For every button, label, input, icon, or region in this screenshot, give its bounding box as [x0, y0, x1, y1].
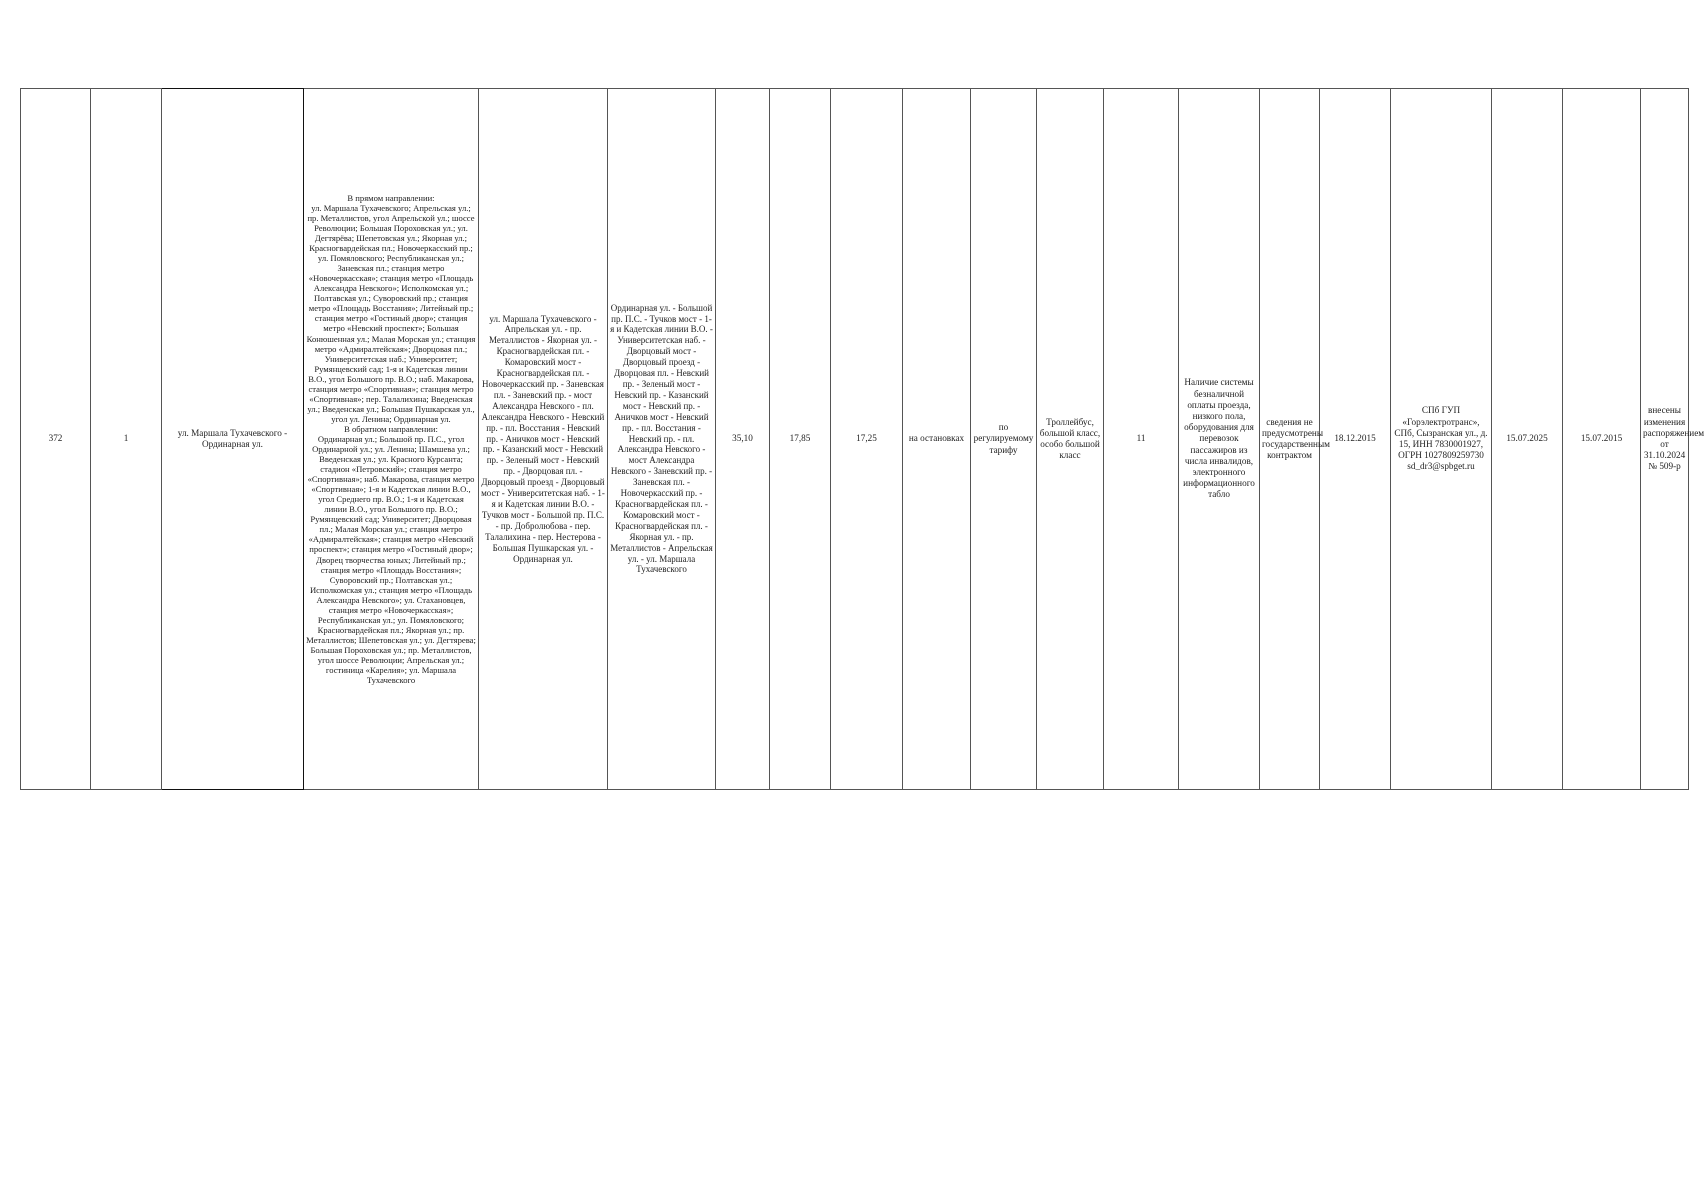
- vehicle-type: Троллейбус, большой класс, особо большой класс: [1039, 416, 1101, 461]
- length-total: 35,10: [732, 433, 753, 444]
- date-col2-cell: [1563, 89, 1641, 790]
- length-backward: 17,25: [856, 433, 877, 444]
- length-forward-cell: [770, 89, 831, 790]
- row-number: 372: [48, 433, 63, 444]
- length-backward-cell: [831, 89, 903, 790]
- vehicle-count-cell: [1104, 89, 1179, 790]
- route-name: ул. Маршала Тухачевского - Ординарная ул.: [177, 427, 288, 449]
- path-backward: Ординарная ул. - Большой пр. П.С. - Тучков мост - 1-я и Кадетская линии В.О. - Университетская наб. - Дворцовый мост - Дворцовый проезд - Дворцовая пл. - Невский пр. - Зеленый мост - Невский пр. - Казанский мост - Невский пр. - Аничков мост - Невский пр. - пл. Восстания - Невский пр. - пл. Александра Невского - мост Александра Невского - Заневский пр. - Заневская пл. - Новочеркасский пр. - Красногвардейская пл. - Комаровский мост - Красногвардейская пл. - Якорная ул. - пр. Металлистов - Апрельская ул. - ул. Маршала Тухачевского: [610, 302, 713, 575]
- vehicle-count: 11: [1136, 433, 1146, 444]
- route-name-cell: [162, 89, 304, 790]
- date-col1: 15.07.2025: [1506, 433, 1548, 444]
- transport-mode-cell: [971, 89, 1037, 790]
- streets-path: В прямом направлении: ул. Маршала Тухачевского; Апрельская ул.; пр. Металлистов, угол Апрельской ул.; шоссе Революции; Большая Пороховская ул.; ул. Дегтярёва; Шепетовская ул.; Якорная ул.; Красногвардейская пл.; Новочеркасский пр.; ул. Помяловского; Республиканская ул.; Заневская пл.; станция метро «Новочеркасская»; станция метро «Площадь Александра Невского»; Исполкомская ул.; Полтавская ул.; Суворовский пр.; станция метро «Площадь Восстания»; Литейный пр.; станция метро «Гостиный двор»; станция метро «Невский проспект»; Большая Конюшенная ул.; Малая Морская ул.; станция метро «Адмиралтейская»; Дворцовая пл.; Университетская наб.; Университет; Румянцевский сад; 1-я и Кадетская линии В.О., угол Большого пр. В.О.; наб. Макарова, станция метро «Спортивная»; станция метро «Спортивная»; пер. Талалихина; Введенская ул.; Введенская ул.; Большая Пушкарская ул., угол ул. Ленина; Ординарная ул. В обратном направлении: Ординарная ул.; Большой пр. П.С., угол Ординарной ул.; ул. Ленина; Шамшева ул.; Введенская ул.; ул. Красного Курсанта; стадион «Петровский»; станция метро «Спортивная»; наб. Макарова, станция метро «Спортивная»; 1-я и Кадетская линии В.О., угол Среднего пр. В.О.; 1-я и Кадетская линии В.О., угол Большого пр. В.О.; Румянцевский сад; Университет; Дворцовая пл.; Малая Морская ул.; станция метро «Адмиралтейская»; станция метро «Невский проспект»; станция метро «Гостиный двор»; Дворец творчества юных; Литейный пр.; станция метро «Площадь Восстания»; Суворовский пр.; Полтавская ул.; Исполкомская ул.; станция метро «Площадь Александра Невского»; ул. Стахановцев, станция метро «Новочеркасская»; Республиканская ул.; ул. Помяловского; Красногвардейская пл.; Якорная ул.; пр. Металлистов; Шепетовская ул.; ул. Дегтярева; Большая Пороховская ул.; пр. Металлистов, угол шоссе Революции; Апрельская ул.; гостиница «Карелия»; ул. Маршала Тухачевского: [306, 192, 476, 686]
- length-total-cell: [716, 89, 770, 790]
- start-date-cell: [1320, 89, 1391, 790]
- contract-info-cell: [1260, 89, 1330, 790]
- start-date: 18.12.2015: [1334, 433, 1376, 444]
- equipment-cell: [1179, 89, 1260, 790]
- carrier-cell: [1391, 89, 1492, 790]
- streets-path-cell: [304, 89, 479, 790]
- stops-order-cell: [903, 89, 971, 790]
- route-registry-table: [20, 88, 1704, 790]
- stops-order: на остановках: [908, 433, 965, 444]
- route-number: 1: [123, 433, 129, 444]
- length-forward: 17,85: [789, 433, 811, 444]
- vehicle-type-cell: [1037, 89, 1104, 790]
- date-col1-cell: [1492, 89, 1563, 790]
- notes-cell: [1641, 89, 1704, 790]
- path-backward-cell: [608, 89, 716, 790]
- row-number-cell: [21, 89, 91, 790]
- notes: внесены изменения распоряжением от 31.10.2024 № 509-р: [1643, 405, 1704, 472]
- table-row: [21, 89, 1689, 790]
- route-number-cell: [91, 89, 162, 790]
- date-col2: 15.07.2015: [1580, 433, 1623, 444]
- contract-info: сведения не предусмотрены государственным контрактом: [1262, 416, 1330, 461]
- transport-mode: по регулируемому тарифу: [973, 422, 1034, 455]
- carrier: СПб ГУП «Горэлектротранс», СПб, Сызранская ул., д. 15, ИНН 7830001927, ОГРН 1027809259730 sd_dr3@spbget.ru: [1394, 405, 1488, 472]
- equipment: Наличие системы безналичной оплаты проезда, низкого пола, оборудования для перевозок пассажиров из числа инвалидов, электронного информационного табло: [1183, 377, 1255, 500]
- path-forward: ул. Маршала Тухачевского - Апрельская ул. - пр. Металлистов - Якорная ул. - Красногвардейская пл. - Комаровский мост - Красногвардейская пл. - Новочеркасский пр. - Заневская пл. - Заневский пр. - мост Александра Невского - пл. Александра Невского - Невский пр. - пл. Восстания - Невский пр. - Аничков мост - Невский пр. - Казанский мост - Невский пр. - Зеленый мост - Невский пр. - Дворцовая пл. - Дворцовый проезд - Дворцовый мост - Университетская наб. - 1-я и Кадетская линии В.О. - Тучков мост - Большой пр. П.С. - пр. Добролюбова - пер. Талалихина - пер. Нестерова - Большая Пушкарская ул. - Ординарная ул.: [481, 313, 605, 564]
- path-forward-cell: [479, 89, 608, 790]
